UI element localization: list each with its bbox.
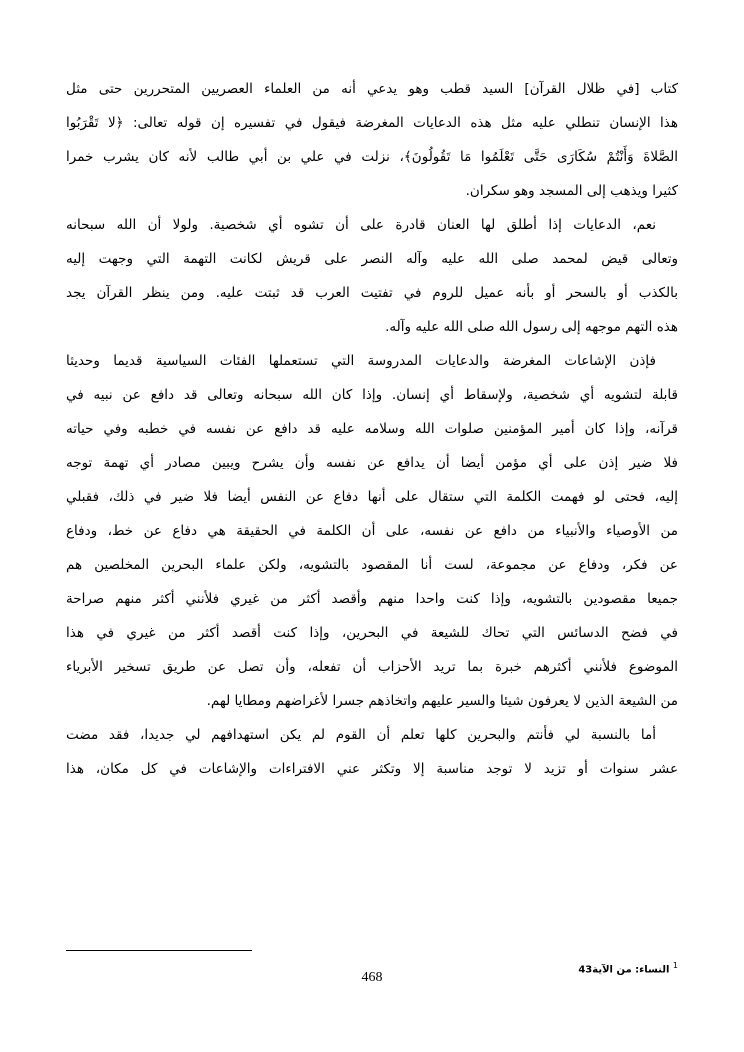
text-line: قابلة لتشويه أي شخصية، ولإسقاط أي إنسان. وإذا كان الله سبحانه وتعالى قد دافع عن نبيه في (66, 387, 678, 403)
text-line: فإذن الإشاعات المغرضة والدعايات المدروسة التي تستعملها الفئات السياسية قديما وحديثا (66, 353, 656, 369)
text-line: إليه، فحتى لو فهمت الكلمة التي ستقال على أنها دفاع عن النفس أيضا فلا ضير في ذلك، فقبلي (66, 489, 678, 505)
text-line: قرآنه، وإذا كان أمير المؤمنين صلوات الله وسلامه عليه قد دافع عن نفسه في خطبه وفي حياته (66, 421, 678, 437)
text-line: كتاب [في ظلال القرآن] السيد قطب وهو يدعي أنه من العلماء العصريين المتحررين حتى مثل (66, 81, 678, 97)
text-line: عشر سنوات أو تزيد لا توجد مناسبة إلا وتكثر عني الافتراءات والإشاعات في كل مكان، هذا (66, 761, 678, 777)
text-line-with-footnote (66, 140, 678, 174)
text-line: وتعالى قيض لمحمد صلى الله عليه وآله النصر على قريش لكانت التهمة التي وجهت إليه (66, 251, 678, 267)
text-line: جميعا مقصودين بالتشويه، وإذا كنت واحدا منهم وأقصد أكثر من غيري فلأنني أكثر منهم صراحة (66, 591, 678, 607)
body-text (66, 72, 678, 786)
text-line-content: الصَّلاةَ وَأَنْتُمْ سُكَارَى حَتَّى تَعْلَمُوا مَا تَقُولُونَ﴾، نزلت في علي بن أبي طالب لأنه كان يشرب خمرا (66, 149, 678, 165)
text-line: فلا ضير إذن على أي مؤمن أيضا أن يدافع عن نفسه وأن يشرح ويبين مصادر أي تهمة توجه (66, 455, 678, 471)
text-line: هذا الإنسان تنطلي عليه مثل هذه الدعايات المغرضة فيقول في تفسيره إن قوله تعالى: ﴿لا تَقْرَبُوا (66, 115, 678, 131)
text-line: الموضوع فلأنني أكثرهم خبرة بما تريد الأحزاب أن تفعله، وأن تصل عن طريق تسخير الأبرياء (66, 659, 678, 675)
footnote-marker: 1 (672, 961, 678, 970)
footnote-separator (66, 950, 252, 951)
text-line: عن فكر، ودفاع عن مجموعة، لست أنا المقصود بالتشويه، ولكن علماء البحرين المخلصين هم (66, 557, 678, 573)
text-line: في فضح الدسائس التي تحاك للشيعة في البحرين، وإذا كنت أقصد أكثر من غيري في هذا (66, 625, 678, 641)
text-line: كثيرا ويذهب إلى المسجد وهو سكران. (465, 183, 678, 199)
text-line: نعم، الدعايات إذا أطلق لها العنان قادرة على أن تشوه أي شخصية. ولولا أن الله سبحانه (66, 217, 656, 233)
text-line: من الشيعة الذين لا يعرفون شيئا والسير عليهم واتخاذهم جسرا لأغراضهم ومطايا لهم. (206, 693, 678, 709)
text-line: من الأوصياء والأنبياء من دافع عن نفسه، على أن الكلمة في الحقيقة هي دفاع عن خط، ودفاع (66, 523, 678, 539)
text-line: بالكذب أو بالسحر أو بأنه عميل للروم في تفتيت العرب قد ثبتت عليه. ومن ينظر القرآن يجد (66, 285, 678, 301)
text-line: أما بالنسبة لي فأنتم والبحرين كلها تعلم أن القوم لم يكن استهدافهم لي جديدا، فقد مضت (66, 727, 656, 743)
footnote-text: النساء: من الآية43 (578, 964, 670, 976)
page-number: 468 (361, 970, 383, 985)
text-line: هذه التهم موجهه إلى رسول الله صلى الله عليه وآله. (385, 319, 678, 335)
